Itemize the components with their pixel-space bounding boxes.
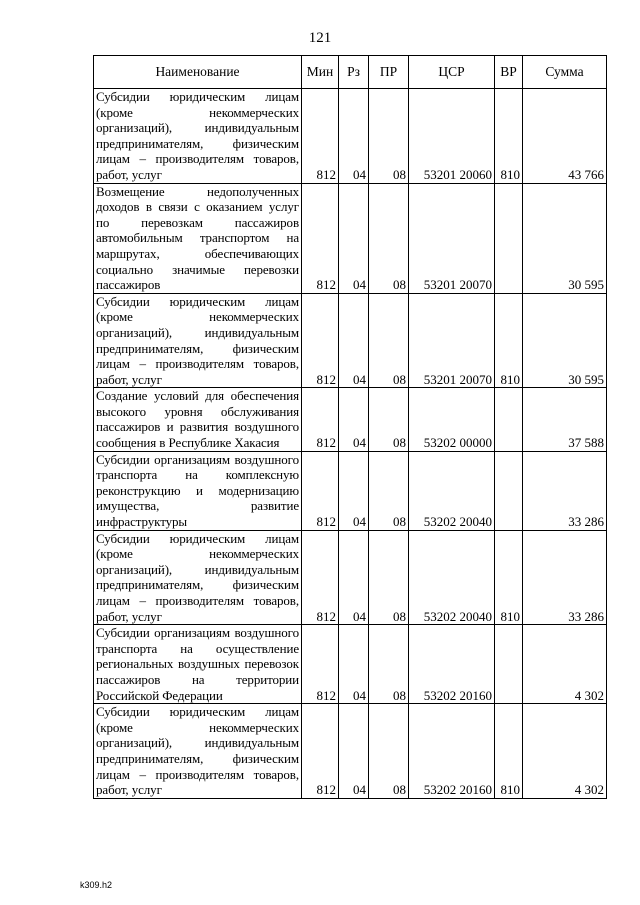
row-pr: 08 [369,293,409,388]
row-csr: 53201 20070 [409,293,495,388]
row-min: 812 [302,625,339,704]
row-min: 812 [302,530,339,625]
row-pr: 08 [369,89,409,184]
row-vr: 810 [495,293,523,388]
row-sum: 4 302 [523,704,607,799]
row-sum: 4 302 [523,625,607,704]
row-csr: 53202 00000 [409,388,495,451]
row-vr: 810 [495,704,523,799]
table-row [94,704,607,799]
row-vr [495,451,523,530]
row-pr: 08 [369,183,409,293]
row-sum: 30 595 [523,183,607,293]
row-name: Субсидии юридическим лицам (кроме некоммерческих организаций), индивидуальным предпринимателям, физическим лицам – производителям товаров, работ, услуг [94,704,302,799]
row-rz: 04 [339,451,369,530]
page-number: 121 [308,30,332,46]
row-pr: 08 [369,388,409,451]
row-csr: 53202 20040 [409,530,495,625]
budget-table [93,55,607,799]
row-vr: 810 [495,530,523,625]
row-name: Субсидии юридическим лицам (кроме некоммерческих организаций), индивидуальным предпринимателям, физическим лицам – производителям товаров, работ, услуг [94,89,302,184]
row-rz: 04 [339,89,369,184]
row-pr: 08 [369,530,409,625]
row-csr: 53201 20070 [409,183,495,293]
row-name: Создание условий для обеспечения высокого уровня обслуживания пассажиров и развития воздушного сообщения в Республике Хакасия [94,388,302,451]
row-vr [495,388,523,451]
table-row [94,183,607,293]
row-name: Субсидии организациям воздушного транспорта на комплексную реконструкцию и модернизацию имущества, развитие инфраструктуры [94,451,302,530]
row-csr: 53202 20040 [409,451,495,530]
row-pr: 08 [369,625,409,704]
row-min: 812 [302,388,339,451]
header-min: Мин [302,56,339,89]
row-min: 812 [302,704,339,799]
row-vr [495,183,523,293]
row-min: 812 [302,293,339,388]
row-rz: 04 [339,704,369,799]
row-rz: 04 [339,530,369,625]
header-rz: Рз [339,56,369,89]
row-sum: 30 595 [523,293,607,388]
row-pr: 08 [369,451,409,530]
table-row [94,89,607,184]
row-name: Возмещение недополученных доходов в связи с оказанием услуг по перевозкам пассажиров автомобильным транспортом на маршрутах, обеспечивающих социально значимые перевозки пассажиров [94,183,302,293]
document-code: k309.h2 [80,880,113,890]
row-min: 812 [302,89,339,184]
header-csr: ЦСР [409,56,495,89]
row-csr: 53201 20060 [409,89,495,184]
row-vr [495,625,523,704]
row-csr: 53202 20160 [409,625,495,704]
row-rz: 04 [339,293,369,388]
row-rz: 04 [339,625,369,704]
header-row [94,56,607,89]
table-row [94,388,607,451]
row-name: Субсидии юридическим лицам (кроме некоммерческих организаций), индивидуальным предпринимателям, физическим лицам – производителям товаров, работ, услуг [94,530,302,625]
row-rz: 04 [339,183,369,293]
row-sum: 33 286 [523,530,607,625]
header-vr: ВР [495,56,523,89]
row-rz: 04 [339,388,369,451]
header-sum: Сумма [523,56,607,89]
row-pr: 08 [369,704,409,799]
table-row [94,530,607,625]
table-row [94,625,607,704]
row-sum: 37 588 [523,388,607,451]
row-vr: 810 [495,89,523,184]
row-min: 812 [302,183,339,293]
header-pr: ПР [369,56,409,89]
row-csr: 53202 20160 [409,704,495,799]
header-name: Наименование [94,56,302,89]
row-min: 812 [302,451,339,530]
table-row [94,293,607,388]
row-name: Субсидии организациям воздушного транспорта на осуществление региональных воздушных перевозок пассажиров на территории Российской Федерации [94,625,302,704]
row-sum: 43 766 [523,89,607,184]
table-row [94,451,607,530]
row-name: Субсидии юридическим лицам (кроме некоммерческих организаций), индивидуальным предпринимателям, физическим лицам – производителям товаров, работ, услуг [94,293,302,388]
row-sum: 33 286 [523,451,607,530]
